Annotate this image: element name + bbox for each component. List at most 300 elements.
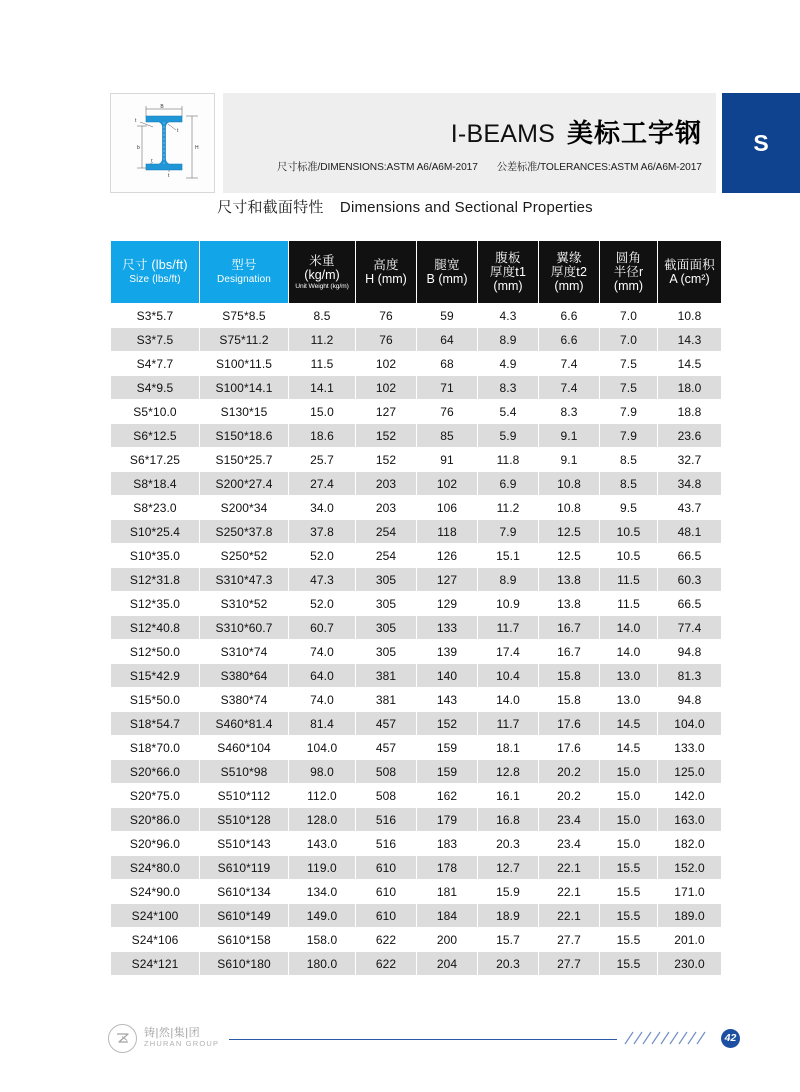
cell-web-thickness: 7.9 xyxy=(478,520,538,543)
cell-fillet-radius: 15.0 xyxy=(600,760,657,783)
col-header-height-unit: H (mm) xyxy=(365,272,407,286)
standards-line xyxy=(277,159,702,174)
cell-width: 178 xyxy=(417,856,477,879)
label-t2: t xyxy=(167,173,169,179)
col-header-width-unit: B (mm) xyxy=(426,272,468,286)
cell-unit-weight: 64.0 xyxy=(289,664,355,687)
label-B: B xyxy=(159,104,164,110)
cell-sectional-area: 133.0 xyxy=(658,736,721,759)
cell-flange-thickness: 17.6 xyxy=(539,736,599,759)
cell-designation: S310*52 xyxy=(200,592,288,615)
cell-flange-thickness: 27.7 xyxy=(539,952,599,975)
brand-text xyxy=(144,1028,219,1048)
page-number-badge xyxy=(721,1029,740,1048)
col-header-designation-en: Designation xyxy=(217,274,271,286)
brand-name-cn: 铸|然|集|团 xyxy=(144,1026,201,1039)
cell-width: 184 xyxy=(417,904,477,927)
table-row xyxy=(111,832,721,855)
cell-height: 305 xyxy=(356,616,416,639)
cell-unit-weight: 143.0 xyxy=(289,832,355,855)
cell-flange-thickness: 6.6 xyxy=(539,328,599,351)
cell-unit-weight: 27.4 xyxy=(289,472,355,495)
cell-width: 76 xyxy=(417,400,477,423)
cell-sectional-area: 23.6 xyxy=(658,424,721,447)
cell-width: 126 xyxy=(417,544,477,567)
cell-designation: S610*149 xyxy=(200,904,288,927)
cell-flange-thickness: 9.1 xyxy=(539,424,599,447)
cell-web-thickness: 12.8 xyxy=(478,760,538,783)
cell-flange-thickness: 20.2 xyxy=(539,760,599,783)
cell-sectional-area: 66.5 xyxy=(658,592,721,615)
cell-designation: S510*98 xyxy=(200,760,288,783)
cell-size: S24*100 xyxy=(111,904,199,927)
cell-flange-thickness: 17.6 xyxy=(539,712,599,735)
cell-width: 139 xyxy=(417,640,477,663)
cell-unit-weight: 74.0 xyxy=(289,640,355,663)
cell-sectional-area: 66.5 xyxy=(658,544,721,567)
cell-unit-weight: 158.0 xyxy=(289,928,355,951)
cell-designation: S250*52 xyxy=(200,544,288,567)
cell-height: 610 xyxy=(356,856,416,879)
table-row xyxy=(111,760,721,783)
cell-unit-weight: 98.0 xyxy=(289,760,355,783)
cell-size: S24*121 xyxy=(111,952,199,975)
cell-size: S15*50.0 xyxy=(111,688,199,711)
col-header-unit-weight xyxy=(289,241,355,303)
cell-flange-thickness: 7.4 xyxy=(539,376,599,399)
cell-height: 516 xyxy=(356,832,416,855)
cell-web-thickness: 16.8 xyxy=(478,808,538,831)
cell-size: S18*70.0 xyxy=(111,736,199,759)
cell-designation: S610*134 xyxy=(200,880,288,903)
col-header-sectional-area xyxy=(658,241,721,303)
cell-unit-weight: 60.7 xyxy=(289,616,355,639)
cell-designation: S310*74 xyxy=(200,640,288,663)
table-row xyxy=(111,424,721,447)
cell-size: S8*23.0 xyxy=(111,496,199,519)
cell-height: 622 xyxy=(356,928,416,951)
cell-flange-thickness: 7.4 xyxy=(539,352,599,375)
cell-height: 610 xyxy=(356,880,416,903)
cell-sectional-area: 81.3 xyxy=(658,664,721,687)
cell-designation: S100*11.5 xyxy=(200,352,288,375)
cell-width: 129 xyxy=(417,592,477,615)
cell-flange-thickness: 10.8 xyxy=(539,496,599,519)
cell-height: 254 xyxy=(356,544,416,567)
col-header-unit-weight-cn: 米重 xyxy=(309,253,335,268)
section-caption-chinese: 尺寸和截面特性 xyxy=(217,199,324,216)
cell-height: 152 xyxy=(356,448,416,471)
cell-height: 152 xyxy=(356,424,416,447)
cell-web-thickness: 16.1 xyxy=(478,784,538,807)
cell-fillet-radius: 7.5 xyxy=(600,352,657,375)
cell-fillet-radius: 7.9 xyxy=(600,400,657,423)
cell-sectional-area: 34.8 xyxy=(658,472,721,495)
cell-width: 152 xyxy=(417,712,477,735)
table-row xyxy=(111,664,721,687)
zr-monogram-icon xyxy=(113,1029,132,1048)
cell-web-thickness: 4.3 xyxy=(478,304,538,327)
cell-web-thickness: 10.9 xyxy=(478,592,538,615)
cell-web-thickness: 15.1 xyxy=(478,544,538,567)
cell-flange-thickness: 9.1 xyxy=(539,448,599,471)
cell-width: 68 xyxy=(417,352,477,375)
cell-flange-thickness: 12.5 xyxy=(539,544,599,567)
cell-width: 204 xyxy=(417,952,477,975)
table-row xyxy=(111,568,721,591)
cell-fillet-radius: 7.5 xyxy=(600,376,657,399)
spec-table xyxy=(110,240,722,976)
section-caption-english: Dimensions and Sectional Properties xyxy=(339,199,593,216)
cell-width: 127 xyxy=(417,568,477,591)
cell-height: 457 xyxy=(356,712,416,735)
cell-fillet-radius: 7.0 xyxy=(600,328,657,351)
cell-designation: S460*81.4 xyxy=(200,712,288,735)
cell-sectional-area: 14.5 xyxy=(658,352,721,375)
table-row xyxy=(111,640,721,663)
label-t2-top: t xyxy=(134,118,136,124)
cell-unit-weight: 52.0 xyxy=(289,544,355,567)
cell-size: S3*7.5 xyxy=(111,328,199,351)
table-row xyxy=(111,616,721,639)
cell-fillet-radius: 9.5 xyxy=(600,496,657,519)
cell-height: 102 xyxy=(356,376,416,399)
cell-size: S12*35.0 xyxy=(111,592,199,615)
page-number: 42 xyxy=(724,1032,737,1044)
table-row xyxy=(111,496,721,519)
col-header-web-thickness xyxy=(478,241,538,303)
cell-fillet-radius: 13.0 xyxy=(600,664,657,687)
cell-flange-thickness: 12.5 xyxy=(539,520,599,543)
i-beam-svg xyxy=(120,100,206,186)
cell-designation: S150*18.6 xyxy=(200,424,288,447)
cell-fillet-radius: 14.0 xyxy=(600,640,657,663)
col-header-web-thickness-cn2: 厚度t1 xyxy=(489,265,527,279)
cell-width: 143 xyxy=(417,688,477,711)
cell-size: S18*54.7 xyxy=(111,712,199,735)
cell-sectional-area: 163.0 xyxy=(658,808,721,831)
cell-web-thickness: 11.7 xyxy=(478,616,538,639)
cell-sectional-area: 10.8 xyxy=(658,304,721,327)
cell-sectional-area: 125.0 xyxy=(658,760,721,783)
zhuran-logo-icon xyxy=(108,1024,137,1053)
cell-fillet-radius: 15.5 xyxy=(600,856,657,879)
cell-unit-weight: 81.4 xyxy=(289,712,355,735)
cell-unit-weight: 134.0 xyxy=(289,880,355,903)
cell-sectional-area: 94.8 xyxy=(658,640,721,663)
cell-flange-thickness: 13.8 xyxy=(539,592,599,615)
footer-divider-line xyxy=(229,1039,617,1040)
cell-sectional-area: 189.0 xyxy=(658,904,721,927)
cell-sectional-area: 48.1 xyxy=(658,520,721,543)
cell-width: 162 xyxy=(417,784,477,807)
cell-fillet-radius: 14.5 xyxy=(600,736,657,759)
cell-unit-weight: 11.2 xyxy=(289,328,355,351)
spec-table-body xyxy=(111,304,721,975)
col-header-unit-weight-unit: (kg/m) xyxy=(304,267,340,282)
cell-designation: S380*74 xyxy=(200,688,288,711)
table-row xyxy=(111,952,721,975)
standard-tolerances: 公差标准/TOLERANCES:ASTM A6/A6M-2017 xyxy=(496,160,702,173)
col-header-height-cn: 高度 xyxy=(373,258,399,272)
cell-unit-weight: 14.1 xyxy=(289,376,355,399)
footer-hatch-decoration xyxy=(623,1030,715,1046)
cell-unit-weight: 74.0 xyxy=(289,688,355,711)
cell-unit-weight: 180.0 xyxy=(289,952,355,975)
cell-flange-thickness: 16.7 xyxy=(539,640,599,663)
label-b: b xyxy=(136,145,140,151)
cell-fillet-radius: 15.5 xyxy=(600,928,657,951)
cell-width: 159 xyxy=(417,736,477,759)
cell-web-thickness: 20.3 xyxy=(478,832,538,855)
cell-height: 203 xyxy=(356,496,416,519)
cell-web-thickness: 11.2 xyxy=(478,496,538,519)
col-header-web-thickness-cn1: 腹板 xyxy=(495,251,521,265)
label-t1: t xyxy=(176,128,178,134)
cell-sectional-area: 32.7 xyxy=(658,448,721,471)
cell-web-thickness: 8.9 xyxy=(478,328,538,351)
cell-flange-thickness: 13.8 xyxy=(539,568,599,591)
spec-table-header-row xyxy=(111,241,721,303)
cell-web-thickness: 8.9 xyxy=(478,568,538,591)
cell-fillet-radius: 15.5 xyxy=(600,952,657,975)
col-header-fillet-radius-unit: (mm) xyxy=(613,279,644,293)
cell-sectional-area: 94.8 xyxy=(658,688,721,711)
cell-size: S5*10.0 xyxy=(111,400,199,423)
cell-designation: S100*14.1 xyxy=(200,376,288,399)
cell-fillet-radius: 15.5 xyxy=(600,880,657,903)
cell-width: 200 xyxy=(417,928,477,951)
cell-width: 133 xyxy=(417,616,477,639)
cell-flange-thickness: 22.1 xyxy=(539,880,599,903)
page-footer xyxy=(0,1016,800,1060)
cell-unit-weight: 37.8 xyxy=(289,520,355,543)
col-header-fillet-radius xyxy=(600,241,657,303)
cell-size: S6*12.5 xyxy=(111,424,199,447)
cell-web-thickness: 8.3 xyxy=(478,376,538,399)
cell-web-thickness: 18.9 xyxy=(478,904,538,927)
cell-unit-weight: 47.3 xyxy=(289,568,355,591)
section-caption xyxy=(110,196,700,217)
cell-web-thickness: 14.0 xyxy=(478,688,538,711)
cell-unit-weight: 15.0 xyxy=(289,400,355,423)
title-bar xyxy=(223,93,716,193)
cell-web-thickness: 11.8 xyxy=(478,448,538,471)
col-header-designation xyxy=(200,241,288,303)
cell-size: S4*7.7 xyxy=(111,352,199,375)
col-header-width-cn: 腿宽 xyxy=(434,258,460,272)
cell-fillet-radius: 14.0 xyxy=(600,616,657,639)
col-header-sectional-area-unit: A (cm²) xyxy=(669,272,710,286)
cell-fillet-radius: 8.5 xyxy=(600,448,657,471)
cell-unit-weight: 11.5 xyxy=(289,352,355,375)
cell-height: 254 xyxy=(356,520,416,543)
cell-width: 179 xyxy=(417,808,477,831)
cell-height: 305 xyxy=(356,640,416,663)
cell-unit-weight: 8.5 xyxy=(289,304,355,327)
col-header-sectional-area-cn: 截面面积 xyxy=(664,258,715,272)
cell-designation: S610*158 xyxy=(200,928,288,951)
cell-height: 516 xyxy=(356,808,416,831)
i-beam-cross-section-diagram xyxy=(110,93,215,193)
table-row xyxy=(111,784,721,807)
cell-designation: S510*112 xyxy=(200,784,288,807)
cell-flange-thickness: 23.4 xyxy=(539,808,599,831)
col-header-size-en: Size (lbs/ft) xyxy=(129,274,181,286)
title-english: I-BEAMS xyxy=(450,119,555,148)
cell-size: S20*66.0 xyxy=(111,760,199,783)
table-row xyxy=(111,880,721,903)
title-line xyxy=(451,113,702,150)
cell-fillet-radius: 7.0 xyxy=(600,304,657,327)
cell-width: 181 xyxy=(417,880,477,903)
cell-unit-weight: 149.0 xyxy=(289,904,355,927)
cell-web-thickness: 15.9 xyxy=(478,880,538,903)
col-header-height xyxy=(356,241,416,303)
cell-web-thickness: 4.9 xyxy=(478,352,538,375)
cell-sectional-area: 201.0 xyxy=(658,928,721,951)
cell-flange-thickness: 27.7 xyxy=(539,928,599,951)
col-header-size-cn: 尺寸 (lbs/ft) xyxy=(122,258,188,273)
col-header-fillet-radius-cn1: 圆角 xyxy=(615,251,642,265)
standard-dimensions: 尺寸标准/DIMENSIONS:ASTM A6/A6M-2017 xyxy=(277,160,478,173)
cell-web-thickness: 10.4 xyxy=(478,664,538,687)
cell-sectional-area: 182.0 xyxy=(658,832,721,855)
cell-flange-thickness: 22.1 xyxy=(539,904,599,927)
cell-size: S20*86.0 xyxy=(111,808,199,831)
col-header-flange-thickness-cn2: 厚度t2 xyxy=(550,265,588,279)
col-header-designation-cn: 型号 xyxy=(231,258,257,273)
cell-size: S3*5.7 xyxy=(111,304,199,327)
cell-designation: S250*37.8 xyxy=(200,520,288,543)
cell-width: 106 xyxy=(417,496,477,519)
cell-flange-thickness: 23.4 xyxy=(539,832,599,855)
table-row xyxy=(111,448,721,471)
cell-designation: S150*25.7 xyxy=(200,448,288,471)
table-row xyxy=(111,376,721,399)
table-row xyxy=(111,928,721,951)
cell-web-thickness: 6.9 xyxy=(478,472,538,495)
cell-flange-thickness: 6.6 xyxy=(539,304,599,327)
cell-unit-weight: 18.6 xyxy=(289,424,355,447)
cell-designation: S130*15 xyxy=(200,400,288,423)
cell-fillet-radius: 15.5 xyxy=(600,904,657,927)
cell-web-thickness: 18.1 xyxy=(478,736,538,759)
cell-width: 102 xyxy=(417,472,477,495)
table-row xyxy=(111,688,721,711)
title-chinese: 美标工字钢 xyxy=(566,117,702,148)
cell-designation: S610*119 xyxy=(200,856,288,879)
cell-height: 127 xyxy=(356,400,416,423)
table-row xyxy=(111,328,721,351)
cell-height: 457 xyxy=(356,736,416,759)
cell-flange-thickness: 15.8 xyxy=(539,664,599,687)
cell-size: S10*25.4 xyxy=(111,520,199,543)
cell-sectional-area: 152.0 xyxy=(658,856,721,879)
col-header-fillet-radius-cn2: 半径r xyxy=(613,265,644,279)
cell-designation: S200*34 xyxy=(200,496,288,519)
cell-size: S12*40.8 xyxy=(111,616,199,639)
brand-logo xyxy=(108,1024,219,1053)
cell-height: 305 xyxy=(356,592,416,615)
table-row xyxy=(111,544,721,567)
cell-designation: S75*11.2 xyxy=(200,328,288,351)
cell-width: 140 xyxy=(417,664,477,687)
cell-unit-weight: 25.7 xyxy=(289,448,355,471)
cell-designation: S610*180 xyxy=(200,952,288,975)
cell-size: S12*31.8 xyxy=(111,568,199,591)
cell-height: 508 xyxy=(356,784,416,807)
cell-size: S15*42.9 xyxy=(111,664,199,687)
cell-designation: S310*60.7 xyxy=(200,616,288,639)
cell-fillet-radius: 10.5 xyxy=(600,520,657,543)
cell-unit-weight: 112.0 xyxy=(289,784,355,807)
cell-width: 159 xyxy=(417,760,477,783)
cell-web-thickness: 11.7 xyxy=(478,712,538,735)
cell-sectional-area: 171.0 xyxy=(658,880,721,903)
brand-name-en: ZHURAN GROUP xyxy=(144,1039,220,1049)
table-row xyxy=(111,808,721,831)
cell-height: 381 xyxy=(356,688,416,711)
cell-web-thickness: 17.4 xyxy=(478,640,538,663)
col-header-flange-thickness-unit: (mm) xyxy=(554,279,584,293)
cell-flange-thickness: 10.8 xyxy=(539,472,599,495)
cell-height: 76 xyxy=(356,328,416,351)
cell-unit-weight: 52.0 xyxy=(289,592,355,615)
cell-fillet-radius: 13.0 xyxy=(600,688,657,711)
cell-sectional-area: 43.7 xyxy=(658,496,721,519)
cell-height: 610 xyxy=(356,904,416,927)
cell-web-thickness: 15.7 xyxy=(478,928,538,951)
cell-size: S24*106 xyxy=(111,928,199,951)
col-header-size xyxy=(111,241,199,303)
cell-sectional-area: 18.8 xyxy=(658,400,721,423)
cell-width: 59 xyxy=(417,304,477,327)
table-row xyxy=(111,304,721,327)
cell-height: 102 xyxy=(356,352,416,375)
cell-web-thickness: 5.9 xyxy=(478,424,538,447)
cell-sectional-area: 77.4 xyxy=(658,616,721,639)
cell-unit-weight: 119.0 xyxy=(289,856,355,879)
cell-fillet-radius: 7.9 xyxy=(600,424,657,447)
cell-height: 622 xyxy=(356,952,416,975)
cell-size: S10*35.0 xyxy=(111,544,199,567)
cell-flange-thickness: 22.1 xyxy=(539,856,599,879)
cell-designation: S310*47.3 xyxy=(200,568,288,591)
cell-size: S6*17.25 xyxy=(111,448,199,471)
cell-sectional-area: 104.0 xyxy=(658,712,721,735)
cell-flange-thickness: 20.2 xyxy=(539,784,599,807)
table-row xyxy=(111,592,721,615)
cell-size: S20*96.0 xyxy=(111,832,199,855)
cell-fillet-radius: 15.0 xyxy=(600,808,657,831)
cell-flange-thickness: 8.3 xyxy=(539,400,599,423)
cell-designation: S510*128 xyxy=(200,808,288,831)
cell-height: 305 xyxy=(356,568,416,591)
table-row xyxy=(111,400,721,423)
cell-width: 85 xyxy=(417,424,477,447)
cell-size: S8*18.4 xyxy=(111,472,199,495)
cell-width: 71 xyxy=(417,376,477,399)
table-row xyxy=(111,856,721,879)
cell-fillet-radius: 11.5 xyxy=(600,592,657,615)
cell-height: 203 xyxy=(356,472,416,495)
spec-table-container xyxy=(110,240,715,976)
cell-width: 64 xyxy=(417,328,477,351)
label-H: H xyxy=(194,145,199,151)
table-row xyxy=(111,352,721,375)
cell-width: 183 xyxy=(417,832,477,855)
